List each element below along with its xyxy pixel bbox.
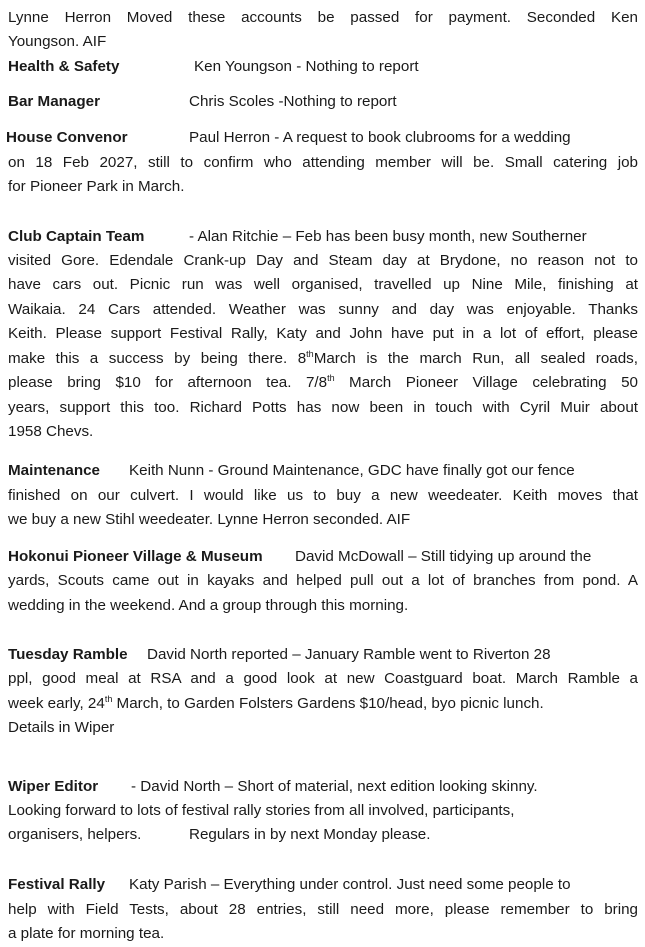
festival-rally-text-1: Katy Parish – Everything under control. Just need some people to <box>129 876 571 893</box>
club-captain-line-5: Keith. Please support Festival Rally, Katy and John have put in a lot of effort, please <box>8 325 638 342</box>
club-captain-line-9: 1958 Chevs. <box>8 423 94 440</box>
ordinal-suffix: th <box>104 694 113 704</box>
ordinal-suffix: th <box>327 373 335 383</box>
hokonui-line-3: wedding in the weekend. And a group through this morning. <box>8 597 409 614</box>
club-captain-line-7-start: please bring $10 for afternoon tea. 7/8 <box>8 374 328 391</box>
club-captain-line-2: visited Gore. Edendale Crank-up Day and Steam day at Brydone, no reason not to <box>8 252 638 269</box>
house-convenor-text-1: Paul Herron - A request to book clubrooms for a wedding <box>189 129 571 146</box>
club-captain-line-6 <box>8 347 638 371</box>
hokonui-line-2: yards, Scouts came out in kayaks and helped pull out a lot of branches from pond. A <box>8 572 638 589</box>
bar-manager-text: Chris Scoles -Nothing to report <box>189 93 397 110</box>
club-captain-line-8: years, support this too. Richard Potts has now been in touch with Cyril Muir about <box>8 399 638 416</box>
hokonui-text-1: David McDowall – Still tidying up around the <box>295 548 592 565</box>
tuesday-ramble-heading: Tuesday Ramble <box>8 646 128 663</box>
wiper-editor-heading: Wiper Editor <box>8 778 99 795</box>
tuesday-ramble-line-3-end: March, to Garden Folsters Gardens $10/head, byo picnic lunch. <box>112 695 544 712</box>
tuesday-ramble-text-1: David North reported – January Ramble went to Riverton 28 <box>147 646 551 663</box>
club-captain-line-4: Waikaia. 24 Cars attended. Weather was sunny and day was enjoyable. Thanks <box>8 301 638 318</box>
bar-manager-heading: Bar Manager <box>8 93 101 110</box>
house-convenor-heading: House Convenor <box>6 129 128 146</box>
tuesday-ramble-line-4: Details in Wiper <box>8 719 115 736</box>
club-captain-line-6-start: make this a success by being there. 8 <box>8 350 307 367</box>
club-captain-text-1: - Alan Ritchie – Feb has been busy month, new Southerner <box>189 228 587 245</box>
health-safety-text: Ken Youngson - Nothing to report <box>194 58 419 75</box>
festival-rally-heading: Festival Rally <box>8 876 106 893</box>
house-convenor-line-2: on 18 Feb 2027, still to confirm who attending member will be. Small catering job <box>8 154 638 171</box>
maintenance-line-2: finished on our culvert. I would like us to buy a new weedeater. Keith moves that <box>8 487 638 504</box>
wiper-editor-text-1: - David North – Short of material, next edition looking skinny. <box>131 778 538 795</box>
tuesday-ramble-line-3 <box>8 692 638 716</box>
hokonui-heading: Hokonui Pioneer Village & Museum <box>8 548 263 565</box>
intro-line-1: Lynne Herron Moved these accounts be passed for payment. Seconded Ken <box>8 9 638 26</box>
maintenance-heading: Maintenance <box>8 462 100 479</box>
club-captain-line-3: have cars out. Picnic run was well organised, travelled up Nine Mile, finishing at <box>8 276 638 293</box>
intro-line-2: Youngson. AIF <box>8 33 107 50</box>
wiper-editor-line-2: Looking forward to lots of festival rally stories from all involved, participants, <box>8 802 515 819</box>
health-safety-heading: Health & Safety <box>8 58 120 75</box>
house-convenor-line-3: for Pioneer Park in March. <box>8 178 185 195</box>
club-captain-line-7-end: March Pioneer Village celebrating 50 <box>334 374 639 391</box>
festival-rally-line-3: a plate for morning tea. <box>8 925 165 942</box>
club-captain-heading: Club Captain Team <box>8 228 145 245</box>
festival-rally-line-2: help with Field Tests, about 28 entries, still need more, please remember to bring <box>8 901 638 918</box>
maintenance-line-3: we buy a new Stihl weedeater. Lynne Herron seconded. AIF <box>8 511 411 528</box>
club-captain-line-6-end: March is the march Run, all sealed roads, <box>313 350 638 367</box>
tuesday-ramble-line-2: ppl, good meal at RSA and a good look at new Coastguard boat. March Ramble a <box>8 670 638 687</box>
club-captain-line-7 <box>8 371 638 395</box>
ordinal-suffix: th <box>306 349 314 359</box>
tuesday-ramble-line-3-start: week early, 24 <box>8 695 105 712</box>
wiper-editor-line-3-end: Regulars in by next Monday please. <box>189 826 431 843</box>
wiper-editor-line-3-start: organisers, helpers. <box>8 826 142 843</box>
maintenance-text-1: Keith Nunn - Ground Maintenance, GDC have finally got our fence <box>129 462 575 479</box>
